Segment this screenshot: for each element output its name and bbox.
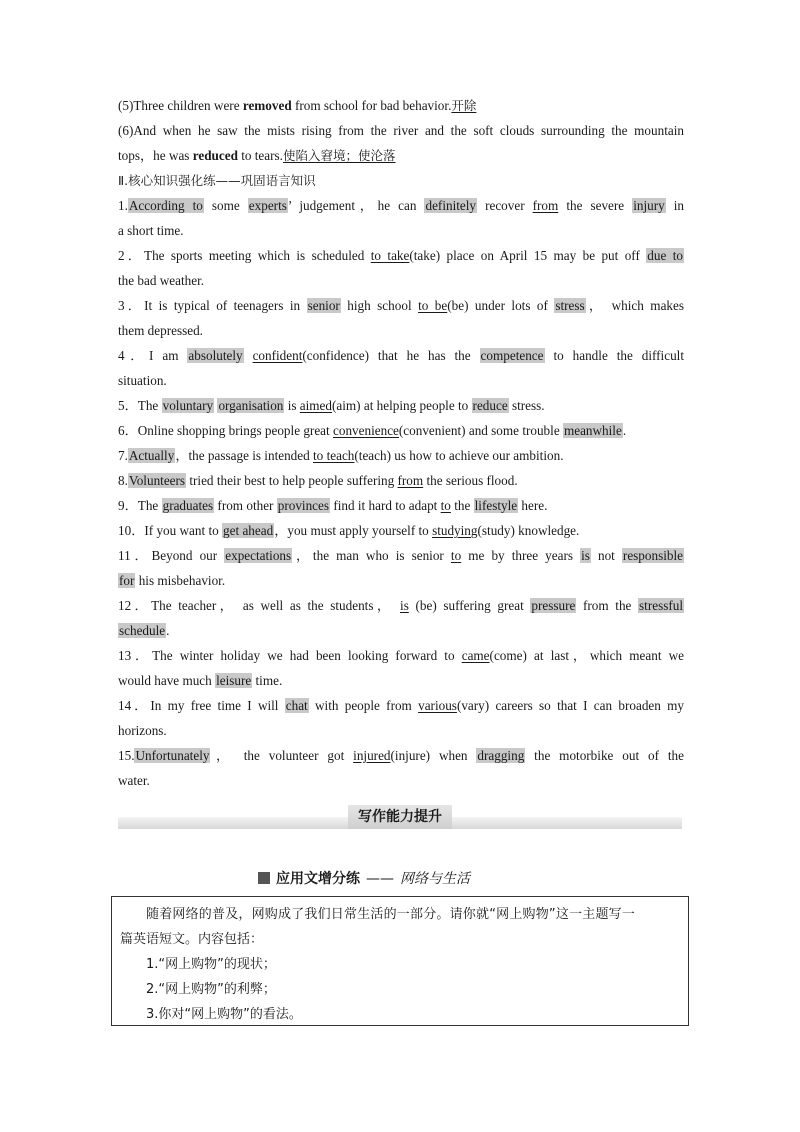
answer: came	[461, 648, 490, 663]
answer: get ahead	[223, 523, 274, 538]
vocab-item-6-line2	[118, 143, 684, 168]
exercise-8	[118, 468, 684, 493]
text: recover	[477, 198, 533, 213]
text: high school	[340, 298, 419, 313]
text: his misbehavior.	[135, 573, 226, 588]
text: 9．The	[118, 498, 162, 513]
section-title: Ⅱ.核心知识强化练——巩固语言知识	[118, 173, 316, 188]
answer: experts	[248, 198, 287, 213]
exercise-1	[118, 193, 684, 218]
text: would have much	[118, 673, 216, 688]
answer: injured	[353, 748, 391, 763]
answer: due to	[647, 248, 683, 263]
text: (confidence) that he has the	[302, 348, 480, 363]
exercise-6	[118, 418, 684, 443]
exercise-12-cont	[118, 618, 684, 643]
answer: definitely	[425, 198, 477, 213]
text: 11．Beyond our	[118, 548, 225, 563]
text: stress.	[508, 398, 545, 413]
exercise-4-cont: situation.	[118, 373, 167, 388]
banner-title: 写作能力提升	[348, 805, 452, 829]
answer: chat	[285, 698, 308, 713]
text: the serious flood.	[423, 473, 518, 488]
exercise-9	[118, 493, 684, 518]
text: (5)Three children were	[118, 98, 243, 113]
answer: from	[532, 198, 559, 213]
answer: for	[119, 573, 135, 588]
text: 12．The teacher， as well as the students，	[118, 598, 401, 613]
answer: lifestyle	[474, 498, 518, 513]
answer: graduates	[162, 498, 214, 513]
text: ’ judgement，he can	[287, 198, 425, 213]
text: (come) at last，which meant we	[489, 648, 684, 663]
exercise-14-cont: horizons.	[118, 723, 167, 738]
exercise-4	[118, 343, 684, 368]
exercise-3	[118, 293, 684, 318]
answer: pressure	[531, 598, 576, 613]
text: .	[622, 423, 627, 438]
text: with people from	[308, 698, 419, 713]
text: 3．It is typical of teenagers in	[118, 298, 307, 313]
exercise-13-cont	[118, 668, 684, 693]
keyword: reduced	[192, 148, 238, 163]
text: 5．The	[118, 398, 162, 413]
task-point-3: 3.你对“网上购物”的看法。	[146, 1007, 302, 1022]
answer: to	[440, 498, 451, 513]
exercise-13	[118, 643, 684, 668]
task-intro-line1: 随着网络的普及，网购成了我们日常生活的一部分。请你就“网上购物”这一主题写一	[146, 907, 636, 922]
number: 8.	[118, 473, 128, 488]
answer: various	[418, 698, 457, 713]
text: 13．The winter holiday we had been looking forward to	[118, 648, 462, 663]
text: the	[450, 498, 474, 513]
text: 6．Online shopping brings people great	[118, 423, 333, 438]
vocab-item-6-line1: (6)And when he saw the mists rising from the river and the soft clouds surrounding the mountain	[118, 123, 684, 138]
text: from school for bad behavior.	[291, 98, 452, 113]
text: is	[284, 398, 300, 413]
text: me by three years	[461, 548, 581, 563]
answer: stressful	[639, 598, 684, 613]
square-bullet-icon	[258, 872, 270, 884]
text: from other	[214, 498, 277, 513]
text: in	[665, 198, 684, 213]
exercise-7	[118, 443, 684, 468]
answer: Unfortunately	[135, 748, 210, 763]
exercise-12	[118, 593, 684, 618]
dash: ——	[366, 871, 394, 887]
answer: dragging	[477, 748, 525, 763]
meaning: 开除	[451, 98, 477, 113]
answer: meanwhile	[563, 423, 622, 438]
exercise-1-cont: a short time.	[118, 223, 184, 238]
subsection-topic: 网络与生活	[400, 871, 470, 887]
text: to tears.	[237, 148, 283, 163]
writing-section-banner	[118, 805, 682, 831]
text: find it hard to adapt	[330, 498, 441, 513]
number: 15.	[118, 748, 135, 763]
exercise-10	[118, 518, 684, 543]
exercise-15	[118, 743, 684, 768]
answer: Actually	[128, 448, 175, 463]
answer: organisation	[218, 398, 284, 413]
answer: to take	[370, 248, 410, 263]
text: 4．I am	[118, 348, 188, 363]
text: ， which makes	[585, 298, 684, 313]
exercise-11	[118, 543, 684, 568]
text: time.	[252, 673, 283, 688]
text: 14．In my free time I will	[118, 698, 285, 713]
text: not	[590, 548, 622, 563]
answer: schedule	[119, 623, 166, 638]
text: (be) under lots of	[447, 298, 555, 313]
answer: from	[397, 473, 424, 488]
answer: stress	[555, 298, 585, 313]
answer: injury	[633, 198, 665, 213]
answer: to	[450, 548, 462, 563]
answer: convenience	[333, 423, 399, 438]
task-point-1: 1.“网上购物”的现状；	[146, 957, 276, 972]
answer: is	[400, 598, 409, 613]
exercise-2	[118, 243, 684, 268]
text: (convenient) and some trouble	[398, 423, 563, 438]
text: (injure) when	[390, 748, 477, 763]
text: ，the man who is senior	[292, 548, 451, 563]
text	[244, 348, 253, 363]
meaning: 使陷入窘境；使沦落	[282, 148, 396, 163]
exercise-content	[118, 93, 684, 793]
answer: reduce	[472, 398, 508, 413]
answer: leisure	[216, 673, 252, 688]
text: here.	[518, 498, 548, 513]
text: 2．The sports meeting which is scheduled	[118, 248, 371, 263]
answer: provinces	[277, 498, 330, 513]
answer: studying	[432, 523, 478, 538]
keyword: removed	[242, 98, 292, 113]
subsection-heading	[258, 868, 470, 888]
text: (take) place on April 15 may be put off	[409, 248, 647, 263]
exercise-11-cont	[118, 568, 684, 593]
vocab-item-5	[118, 93, 684, 118]
text: (study) knowledge.	[477, 523, 580, 538]
text: (teach) us how to achieve our ambition.	[354, 448, 564, 463]
answer: senior	[307, 298, 340, 313]
text: ，the passage is intended	[175, 448, 314, 463]
text: (vary) careers so that I can broaden my	[456, 698, 685, 713]
number: 1.	[118, 198, 128, 213]
subsection-title: 应用文增分练	[276, 871, 360, 887]
answer: is	[581, 548, 590, 563]
text: 10．If you want to	[118, 523, 223, 538]
text: tops，he was	[118, 148, 193, 163]
text: ，you must apply yourself to	[274, 523, 433, 538]
exercise-2-cont: the bad weather.	[118, 273, 205, 288]
exercise-3-cont: them depressed.	[118, 323, 203, 338]
answer: responsible	[622, 548, 683, 563]
exercise-15-cont: water.	[118, 773, 150, 788]
text: tried their best to help people suffering	[186, 473, 398, 488]
answer: to teach	[313, 448, 355, 463]
text: .	[166, 623, 170, 638]
text: to handle the difficult	[544, 348, 684, 363]
answer: absolutely	[188, 348, 243, 363]
answer: competence	[480, 348, 544, 363]
exercise-14	[118, 693, 684, 718]
answer: voluntary	[162, 398, 214, 413]
text: from the	[576, 598, 639, 613]
text: (aim) at helping people to	[332, 398, 472, 413]
answer: According to	[128, 198, 203, 213]
text: ， the volunteer got	[210, 748, 354, 763]
text: the severe	[558, 198, 633, 213]
answer: expectations	[225, 548, 292, 563]
answer: Volunteers	[128, 473, 186, 488]
text: the motorbike out of the	[525, 748, 685, 763]
text: (be) suffering great	[408, 598, 531, 613]
task-intro-line2: 篇英语短文。内容包括：	[120, 932, 264, 947]
number: 7.	[118, 448, 128, 463]
answer: aimed	[299, 398, 333, 413]
task-point-2: 2.“网上购物”的利弊；	[146, 982, 276, 997]
answer: to be	[418, 298, 448, 313]
text: some	[203, 198, 248, 213]
exercise-5	[118, 393, 684, 418]
writing-task-box	[111, 896, 689, 1026]
answer: confident	[252, 348, 303, 363]
